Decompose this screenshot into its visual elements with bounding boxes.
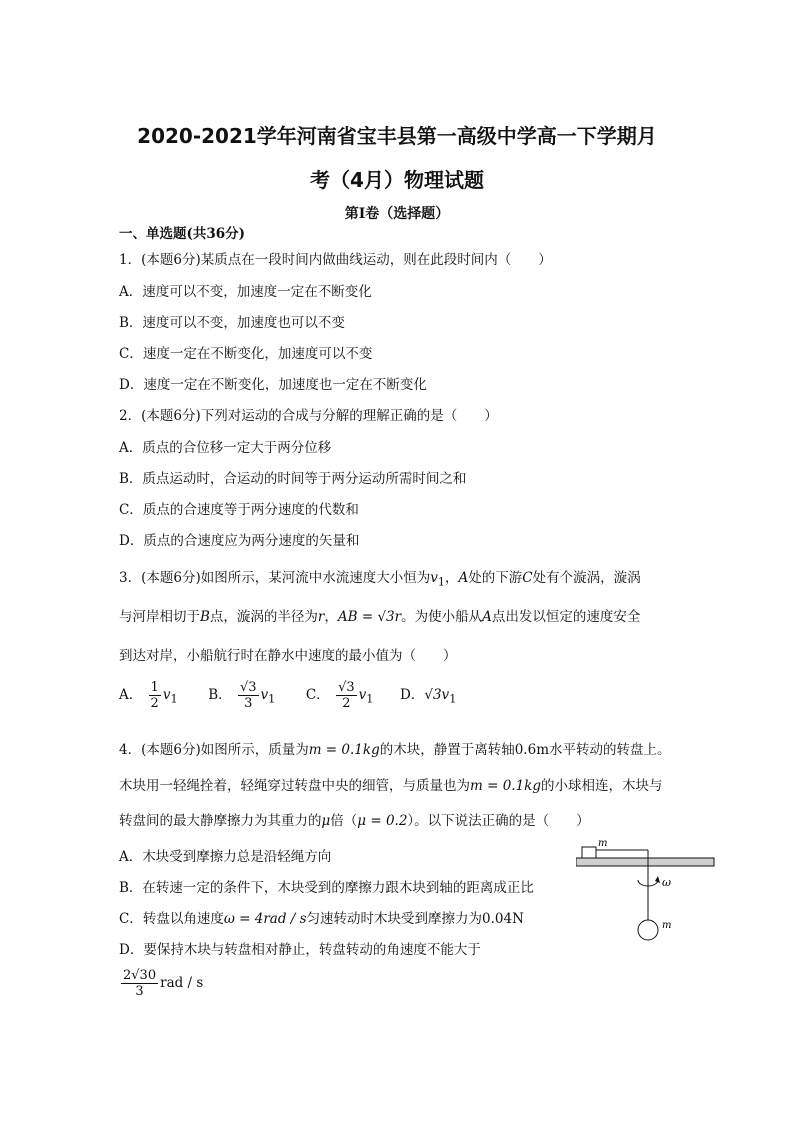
q2-option-c: C．质点的合速度等于两分速度的代数和 (119, 502, 359, 518)
q4-option-b: B．在转速一定的条件下，木块受到的摩擦力跟木块到轴的距离成正比 (119, 880, 534, 896)
q3-text: 。为使小船从 (401, 609, 483, 625)
q4-text: 的木块，静置于离转轴0.6m水平转动的转盘上。 (379, 742, 671, 758)
q3-point-b: B (200, 609, 210, 625)
q3-option-c-label: C． (305, 687, 330, 703)
hanging-ball (638, 920, 658, 940)
q4-mass-eq: m = 0.1kg (308, 742, 380, 758)
q4-line-2 (119, 774, 663, 794)
q4-text: C．转盘以角速度 (119, 911, 224, 927)
q3-option-b-label: B． (208, 687, 232, 703)
q3-text: ， (445, 570, 459, 586)
v: v (358, 687, 367, 703)
frac-den: 3 (244, 696, 253, 711)
q1-option-b: B．速度可以不变，加速度也可以不变 (119, 315, 345, 331)
sub: 1 (170, 692, 178, 706)
q4-option-d: D．要保持木块与转盘相对静止，转盘转动的角速度不能大于 (119, 942, 481, 958)
v: v (162, 687, 171, 703)
frac-den: 2 (150, 696, 159, 711)
q4-mu: μ (321, 813, 331, 829)
q4-text: ）。以下说法正确的是（ ） (407, 813, 590, 829)
q3-option-a-label: A． (119, 687, 143, 703)
q3-text: 处的下游 (468, 570, 523, 586)
frac-num: √3 (239, 680, 257, 695)
q3-text: 点，漩涡的半径为 (209, 609, 318, 625)
q1-option-a: A．速度可以不变，加速度一定在不断变化 (119, 284, 372, 300)
q3-line-1 (119, 566, 641, 589)
q3-point-a: A (458, 570, 469, 586)
q3-text: 点出发以恒定的速度安全 (491, 609, 641, 625)
label-m-ball: m (662, 920, 672, 931)
q3-options (119, 680, 456, 711)
sub: 1 (268, 692, 276, 706)
volume-heading: 第Ⅰ卷（选择题） (344, 206, 450, 222)
q3-line-2 (119, 605, 640, 625)
turntable-figure (576, 838, 716, 948)
wooden-block (582, 847, 596, 858)
title-line-2: 考（4月）物理试题 (310, 168, 484, 192)
q4-text: 木块用一轻绳拴着，轻绳穿过转盘中央的细管，与质量也为 (119, 778, 470, 794)
q3-text: 处有个漩涡，漩涡 (532, 570, 641, 586)
frac-num: 2√30 (123, 968, 157, 983)
q4-text: 倍（ (330, 813, 358, 829)
frac-den: 3 (135, 984, 144, 999)
section-heading: 一、单选题(共36分) (119, 226, 246, 242)
q4-option-c (119, 907, 524, 927)
q4-option-a: A．木块受到摩擦力总是沿轻绳方向 (119, 849, 332, 865)
q1-stem: 1．(本题6分)某质点在一段时间内做曲线运动，则在此段时间内（ ） (119, 252, 552, 268)
label-m-block: m (598, 838, 608, 849)
q2-stem: 2．(本题6分)下列对运动的合成与分解的理解正确的是（ ） (119, 408, 498, 424)
q3-option-c-fraction (336, 680, 357, 711)
turntable-disk (576, 858, 714, 866)
label-omega: ω (662, 876, 671, 889)
frac-num: 1 (150, 680, 159, 695)
q3-line-3: 到达对岸，小船航行时在静水中速度的最小值为（ ） (119, 648, 457, 664)
q4-text: 4．(本题6分)如图所示，质量为 (119, 742, 309, 758)
q3-radius: r (317, 609, 325, 625)
q3-point-a: A (482, 609, 492, 625)
q1-option-c: C．速度一定在不断变化，加速度可以不变 (119, 346, 373, 362)
q3-v1: v (430, 570, 438, 586)
q4-text: 的小球相连，木块与 (541, 778, 663, 794)
q3-text: 3．(本题6分)如图所示，某河流中水流速度大小恒为 (119, 570, 431, 586)
arrow-head-icon (655, 876, 660, 883)
q4-mass-eq: m = 0.1kg (470, 778, 541, 794)
q4-line-1 (119, 738, 671, 758)
q3-v1-sub: 1 (437, 575, 446, 589)
q4-omega-eq: ω = 4rad / s (223, 911, 307, 927)
title-line-1: 2020-2021学年河南省宝丰县第一高级中学高一下学期月 (137, 124, 657, 148)
q2-option-b: B．质点运动时，合运动的时间等于两分运动所需时间之和 (119, 471, 467, 487)
q3-ab-equation: AB = √3r (337, 609, 402, 625)
q3-text: ， (324, 609, 338, 625)
q3-option-d-label: D． (400, 687, 425, 703)
sub: 1 (366, 692, 374, 706)
frac-num: √3 (338, 680, 355, 695)
q4-mu-eq: μ = 0.2 (357, 813, 408, 829)
q3-option-d-value: √3v (424, 687, 450, 703)
sub: 1 (449, 692, 457, 706)
frac-den: 2 (342, 696, 351, 711)
q4-text: 匀速转动时木块受到摩擦力为0.04N (306, 911, 524, 927)
q3-point-c: C (522, 570, 533, 586)
q4-answer-unit: rad / s (160, 975, 204, 991)
q3-text: 与河岸相切于 (119, 609, 200, 625)
q3-option-b-fraction (238, 680, 259, 711)
q1-option-d: D．速度一定在不断变化，加速度也一定在不断变化 (119, 377, 427, 393)
q2-option-d: D．质点的合速度应为两分速度的矢量和 (119, 533, 360, 549)
q4-line-3 (119, 809, 590, 829)
q4-answer-fraction (121, 968, 158, 999)
q3-option-a-fraction (149, 680, 161, 711)
q4-text: 转盘间的最大静摩擦力为其重力的 (119, 813, 322, 829)
v: v (260, 687, 269, 703)
q2-option-a: A．质点的合位移一定大于两分位移 (119, 440, 332, 456)
q4-option-d-answer (119, 968, 203, 999)
